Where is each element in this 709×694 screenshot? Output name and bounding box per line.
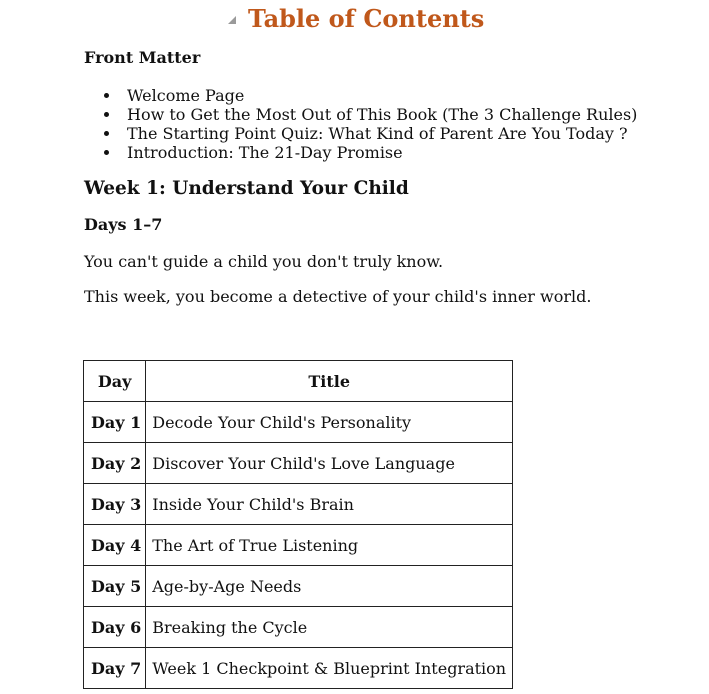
table-row (84, 566, 513, 607)
list-item-label: How to Get the Most Out of This Book (The 3 Challenge Rules) (127, 105, 638, 124)
bullet-icon (104, 150, 109, 155)
list-item (84, 105, 637, 124)
title-cell: The Art of True Listening (146, 525, 513, 566)
front-matter-heading: Front Matter (84, 48, 201, 67)
collapse-triangle-icon[interactable] (228, 16, 236, 24)
title-cell: Breaking the Cycle (146, 607, 513, 648)
list-item (84, 86, 637, 105)
document-title: Table of Contents (248, 4, 485, 33)
week-heading: Week 1: Understand Your Child (84, 178, 409, 199)
list-item-label: Introduction: The 21-Day Promise (127, 143, 403, 162)
day-cell: Day 2 (84, 443, 146, 484)
title-cell: Discover Your Child's Love Language (146, 443, 513, 484)
front-matter-list (84, 86, 637, 162)
list-item (84, 124, 637, 143)
title-row (0, 4, 709, 38)
day-cell: Day 6 (84, 607, 146, 648)
list-item (84, 143, 637, 162)
table-header-row (84, 361, 513, 402)
table-row (84, 607, 513, 648)
table-row (84, 402, 513, 443)
list-item-label: The Starting Point Quiz: What Kind of Parent Are You Today ? (127, 124, 628, 143)
list-item-label: Welcome Page (127, 86, 245, 105)
bullet-icon (104, 93, 109, 98)
bullet-icon (104, 112, 109, 117)
days-table (83, 360, 513, 689)
title-cell: Decode Your Child's Personality (146, 402, 513, 443)
title-cell: Inside Your Child's Brain (146, 484, 513, 525)
day-cell: Day 7 (84, 648, 146, 689)
days-subheading: Days 1–7 (84, 215, 163, 234)
column-header-title: Title (146, 361, 513, 402)
bullet-icon (104, 131, 109, 136)
table-row (84, 648, 513, 689)
title-cell: Week 1 Checkpoint & Blueprint Integration (146, 648, 513, 689)
table-row (84, 443, 513, 484)
title-cell: Age-by-Age Needs (146, 566, 513, 607)
intro-paragraph: You can't guide a child you don't truly know. (84, 252, 444, 271)
table-row (84, 525, 513, 566)
intro-paragraph: This week, you become a detective of your child's inner world. (84, 287, 592, 306)
column-header-day: Day (84, 361, 146, 402)
day-cell: Day 4 (84, 525, 146, 566)
day-cell: Day 3 (84, 484, 146, 525)
table-row (84, 484, 513, 525)
day-cell: Day 1 (84, 402, 146, 443)
day-cell: Day 5 (84, 566, 146, 607)
